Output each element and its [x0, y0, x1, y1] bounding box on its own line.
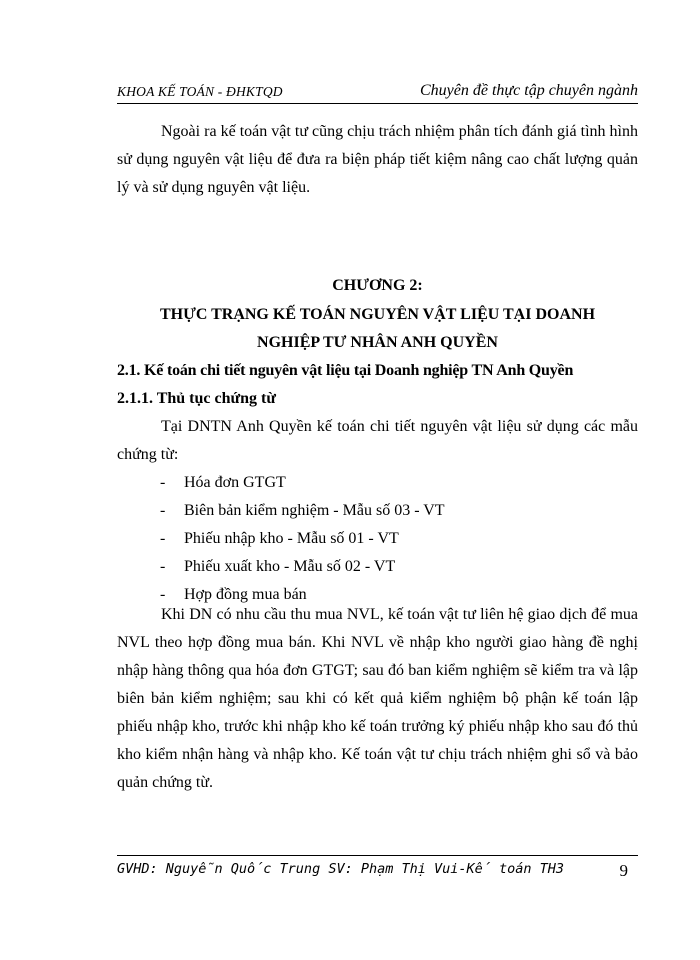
header-rule: [117, 103, 638, 104]
list-item: - Hóa đơn GTGT: [160, 474, 286, 491]
chapter-title-line1: THỰC TRẠNG KẾ TOÁN NGUYÊN VẬT LIỆU TẠI DOANH: [159, 306, 596, 323]
document-list: [160, 469, 630, 609]
documents-intro-block: [117, 413, 638, 469]
list-item: - Hợp đồng mua bán: [160, 586, 307, 603]
list-item: - Phiếu nhập kho - Mẫu số 01 - VT: [160, 530, 399, 547]
chapter-number: CHƯƠNG 2:: [332, 277, 423, 294]
intro-paragraph: Ngoài ra kế toán vật tư cũng chịu trách nhiệm phân tích đánh giá tình hình sử dụng nguyên vật liệu để đưa ra biện pháp tiết kiệm nâng cao chất lượng quản lý và sử dụng nguyên vật liệu.: [117, 123, 638, 196]
process-paragraph: Khi DN có nhu cầu thu mua NVL, kế toán vật tư liên hệ giao dịch để mua NVL theo hợp đồng mua bán. Khi NVL về nhập kho người giao hàng đề nghị nhập hàng thông qua hóa đơn GTGT; sau đó ban kiểm nghiệm sẽ kiểm tra và lập biên bản kiểm nghiệm; sau khi có kết quả kiểm nghiệm bộ phận kế toán lập phiếu nhập kho, trước khi nhập kho kế toán trưởng ký phiếu nhập kho sau đó thủ kho kiểm nhận hàng và nhập kho. Kế toán vật tư chịu trách nhiệm ghi sổ và bảo quản chứng từ.: [117, 606, 638, 791]
footer-rule: [117, 855, 638, 856]
header-faculty: KHOA KẾ TOÁN - ĐHKTQD: [117, 84, 283, 99]
chapter-title-line2: NGHIỆP TƯ NHÂN ANH QUYỀN: [257, 334, 498, 351]
section-heading-2-1-1: 2.1.1. Thủ tục chứng từ: [117, 390, 276, 407]
documents-paragraph: Tại DNTN Anh Quyền kế toán chi tiết nguyên vật liệu sử dụng các mẫu chứng từ:: [117, 418, 638, 463]
page-number: 9: [619, 861, 628, 880]
header-report-title: Chuyên đề thực tập chuyên ngành: [420, 82, 638, 99]
list-item: - Phiếu xuất kho - Mẫu số 02 - VT: [160, 558, 396, 575]
process-block: [117, 601, 638, 797]
section-heading-2-1: 2.1. Kế toán chi tiết nguyên vật liệu tại Doanh nghiệp TN Anh Quyền: [117, 362, 574, 379]
footer-credits: GVHD: Nguyễn Quốc Trung SV: Phạm Thị Vui-Kế toán TH3: [117, 861, 565, 877]
intro-block: [117, 118, 638, 202]
list-item: - Biên bản kiểm nghiệm - Mẫu số 03 - VT: [160, 502, 445, 519]
